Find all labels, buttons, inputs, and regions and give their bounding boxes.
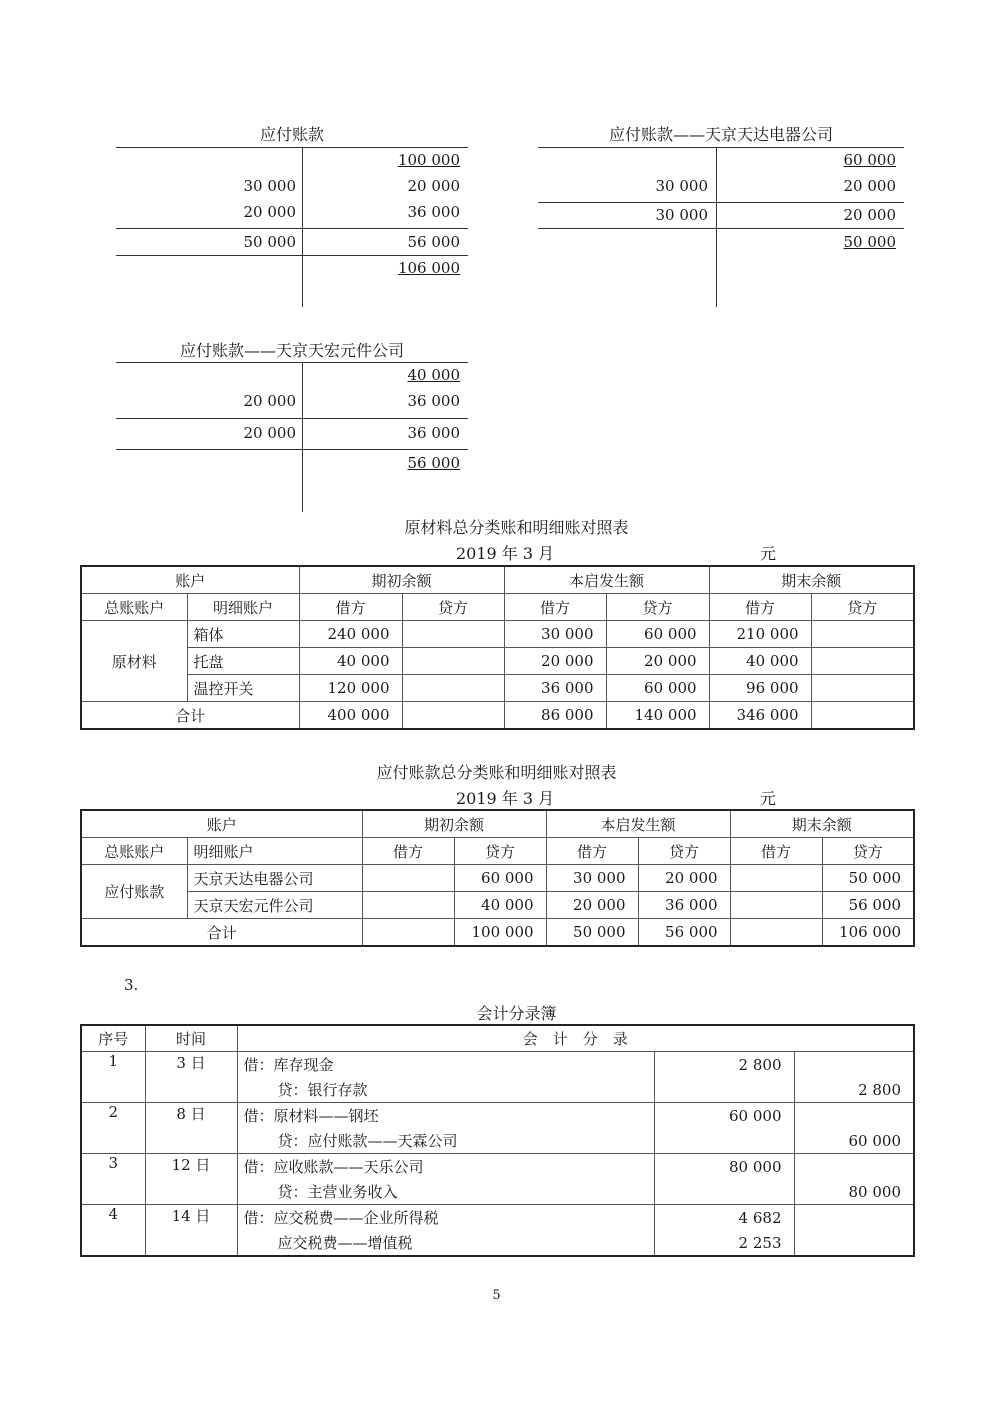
t-account-tianda [538,122,904,292]
total-label: 合计 [81,919,362,947]
header-cell: 期末余额 [709,566,914,594]
ending-credit: 56 000 [407,454,460,472]
entry-line-text: 贷：主营业务收入 [237,1179,654,1205]
entry-line-text: 借：应交税费——企业所得税 [237,1205,654,1231]
entry-debit: 2 253 [654,1230,794,1256]
cell: 140 000 [606,702,709,730]
subheader-cell: 借方 [546,838,638,865]
entry-date: 3 日 [145,1052,237,1103]
subheader-cell: 借方 [504,594,606,621]
subheader-cell: 贷方 [638,838,730,865]
t-account-title: 应付账款——天京天达电器公司 [608,125,833,144]
cell: 56 000 [638,919,730,947]
entry-credit [794,1052,914,1078]
cell: 60 000 [606,675,709,702]
cell: 210 000 [709,621,811,648]
header-cell: 本启发生额 [504,566,709,594]
debit-entry: 30 000 [655,177,708,195]
total-credit: 36 000 [407,424,460,442]
subheader-cell: 借方 [730,838,822,865]
payables-table-title: 应付账款总分类账和明细账对照表 [376,763,617,782]
entry-credit [794,1154,914,1180]
cell [362,865,454,892]
total-debit: 20 000 [243,424,296,442]
cell: 36 000 [504,675,606,702]
table-row [81,892,914,919]
payables-table-unit: 元 [760,789,777,808]
table-header-row [81,566,914,594]
detail-account-cell: 温控开关 [187,675,299,702]
cell: 106 000 [822,919,914,947]
table-subheader-row [81,594,914,621]
cell [811,648,914,675]
header-cell: 本启发生额 [546,810,730,838]
cell: 20 000 [638,865,730,892]
entry-debit [654,1077,794,1103]
subheader-cell: 借方 [709,594,811,621]
cell: 50 000 [546,919,638,947]
section-number: 3. [124,976,139,994]
entry-credit [794,1230,914,1256]
subheader-cell: 明细账户 [187,838,362,865]
ending-credit: 106 000 [397,259,460,277]
cell: 20 000 [504,648,606,675]
opening-credit: 40 000 [407,366,460,384]
detail-account-cell: 天京天宏元件公司 [187,892,362,919]
cell: 30 000 [546,865,638,892]
entry-debit [654,1179,794,1205]
cell: 60 000 [454,865,546,892]
cell [811,621,914,648]
entry-debit: 80 000 [654,1154,794,1180]
table-row [81,865,914,892]
page-number: 5 [492,1288,501,1303]
subheader-cell: 总账账户 [81,838,187,865]
opening-credit: 60 000 [843,151,896,169]
subheader-cell: 贷方 [606,594,709,621]
t-account-tianhong [116,338,468,508]
cell [362,919,454,947]
cell: 50 000 [822,865,914,892]
t-account-title: 应付账款 [259,125,324,144]
debit-entry: 20 000 [243,203,296,221]
general-account-cell: 应付账款 [81,865,187,919]
subheader-cell: 贷方 [811,594,914,621]
table-row [81,648,914,675]
opening-credit: 100 000 [397,151,460,169]
journal-entry-row [81,1052,914,1078]
total-credit: 56 000 [407,233,460,251]
ending-credit: 50 000 [843,233,896,251]
entry-credit: 2 800 [794,1077,914,1103]
cell: 56 000 [822,892,914,919]
payables-table [80,809,915,947]
header-cell: 序号 [81,1025,145,1052]
header-cell: 账户 [81,566,299,594]
credit-entry: 36 000 [407,392,460,410]
cell: 100 000 [454,919,546,947]
header-cell: 期初余额 [362,810,546,838]
total-debit: 30 000 [655,206,708,224]
entry-number: 3 [81,1154,145,1205]
cell: 36 000 [638,892,730,919]
cell: 20 000 [606,648,709,675]
raw-materials-table-unit: 元 [760,544,777,563]
table-header-row [81,810,914,838]
cell: 60 000 [606,621,709,648]
detail-account-cell: 托盘 [187,648,299,675]
journal-entry-row [81,1205,914,1231]
entry-credit: 60 000 [794,1128,914,1154]
t-account-title: 应付账款——天京天宏元件公司 [179,341,404,360]
cell: 40 000 [299,648,402,675]
entry-line-text: 借：应收账款——天乐公司 [237,1154,654,1180]
cell [402,648,504,675]
cell [730,919,822,947]
cell [811,702,914,730]
raw-materials-table [80,565,915,730]
table-total-row [81,919,914,947]
table-row [81,675,914,702]
cell: 120 000 [299,675,402,702]
cell: 30 000 [504,621,606,648]
journal-table [80,1024,915,1257]
payables-table-date: 2019 年 3 月 [456,789,555,808]
cell: 40 000 [454,892,546,919]
cell [811,675,914,702]
entry-debit: 60 000 [654,1103,794,1129]
header-cell: 期末余额 [730,810,914,838]
cell: 40 000 [709,648,811,675]
entry-date: 12 日 [145,1154,237,1205]
entry-debit: 2 800 [654,1052,794,1078]
entry-line-text: 贷：银行存款 [237,1077,654,1103]
cell: 240 000 [299,621,402,648]
raw-materials-table-title: 原材料总分类账和明细账对照表 [404,518,629,537]
entry-credit: 80 000 [794,1179,914,1205]
entry-number: 2 [81,1103,145,1154]
journal-entry-row [81,1103,914,1129]
table-row [81,621,914,648]
cell [730,892,822,919]
table-subheader-row [81,838,914,865]
credit-entry: 20 000 [407,177,460,195]
subheader-cell: 借方 [362,838,454,865]
cell: 400 000 [299,702,402,730]
cell: 96 000 [709,675,811,702]
header-cell: 会 计 分 录 [237,1025,914,1052]
journal-entry-row [81,1154,914,1180]
entry-line-text: 贷：应付账款——天霖公司 [237,1128,654,1154]
table-header-row [81,1025,914,1052]
subheader-cell: 贷方 [402,594,504,621]
subheader-cell: 明细账户 [187,594,299,621]
cell: 20 000 [546,892,638,919]
cell: 346 000 [709,702,811,730]
subheader-cell: 总账账户 [81,594,187,621]
header-cell: 账户 [81,810,362,838]
journal-title: 会计分录簿 [476,1004,557,1023]
entry-line-text: 应交税费——增值税 [237,1230,654,1256]
total-debit: 50 000 [243,233,296,251]
cell [402,702,504,730]
cell [402,675,504,702]
header-cell: 时间 [145,1025,237,1052]
entry-line-text: 借：库存现金 [237,1052,654,1078]
total-credit: 20 000 [843,206,896,224]
debit-entry: 20 000 [243,392,296,410]
total-label: 合计 [81,702,299,730]
entry-debit [654,1128,794,1154]
debit-entry: 30 000 [243,177,296,195]
credit-entry: 20 000 [843,177,896,195]
t-account-payables [116,122,468,292]
entry-number: 1 [81,1052,145,1103]
entry-line-text: 借：原材料——钢坯 [237,1103,654,1129]
header-cell: 期初余额 [299,566,504,594]
cell [730,865,822,892]
entry-date: 8 日 [145,1103,237,1154]
general-account-cell: 原材料 [81,621,187,702]
subheader-cell: 贷方 [454,838,546,865]
cell [362,892,454,919]
detail-account-cell: 箱体 [187,621,299,648]
entry-credit [794,1103,914,1129]
entry-number: 4 [81,1205,145,1257]
raw-materials-table-date: 2019 年 3 月 [456,544,555,563]
subheader-cell: 借方 [299,594,402,621]
cell [402,621,504,648]
credit-entry: 36 000 [407,203,460,221]
entry-debit: 4 682 [654,1205,794,1231]
table-total-row [81,702,914,730]
subheader-cell: 贷方 [822,838,914,865]
cell: 86 000 [504,702,606,730]
detail-account-cell: 天京天达电器公司 [187,865,362,892]
entry-credit [794,1205,914,1231]
entry-date: 14 日 [145,1205,237,1257]
